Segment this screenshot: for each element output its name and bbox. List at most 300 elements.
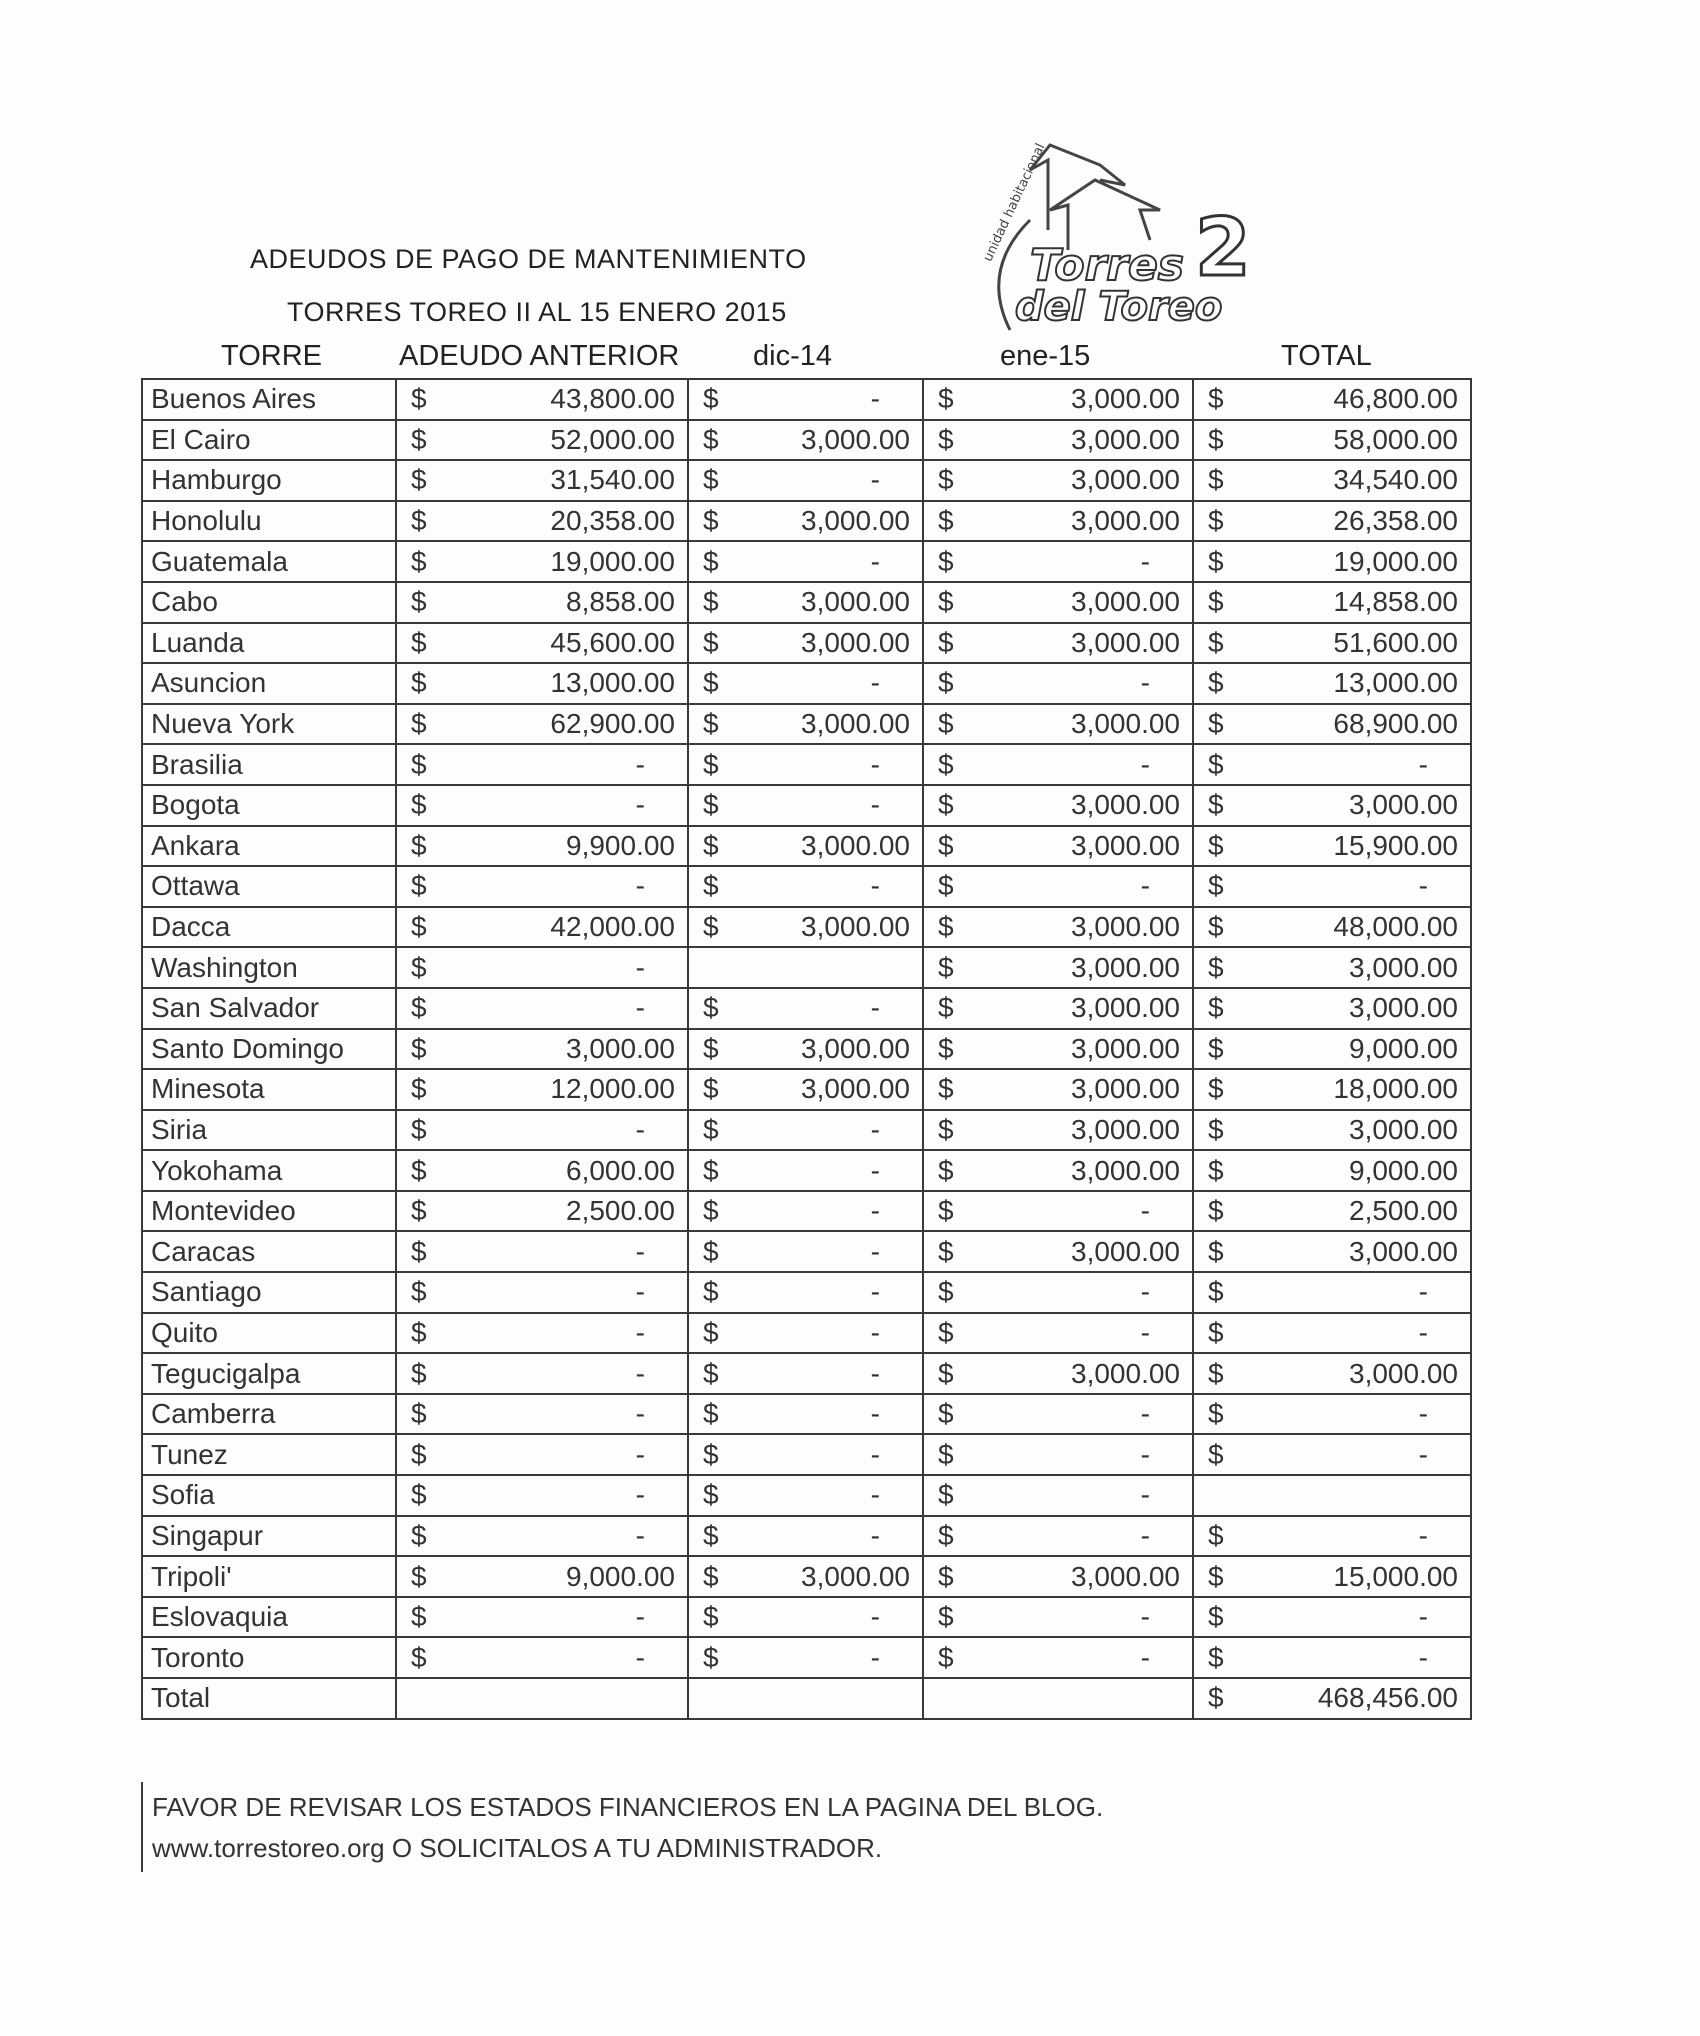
table-row bbox=[142, 379, 1471, 420]
amount-value: 19,000.00 bbox=[1333, 545, 1458, 577]
currency-symbol: $ bbox=[1208, 789, 1224, 821]
adeudo-anterior-cell bbox=[396, 1029, 688, 1070]
currency-symbol: $ bbox=[703, 1316, 719, 1348]
currency-symbol: $ bbox=[411, 1154, 427, 1186]
amount-value: 51,600.00 bbox=[1333, 626, 1458, 658]
dic-14-cell bbox=[688, 460, 923, 501]
currency-symbol: $ bbox=[938, 464, 954, 496]
adeudo-anterior-cell bbox=[396, 704, 688, 745]
amount-value: 3,000.00 bbox=[1071, 505, 1180, 537]
amount-value: - bbox=[635, 951, 645, 983]
table-row bbox=[142, 907, 1471, 948]
total-cell bbox=[1193, 826, 1471, 867]
amount-value: 18,000.00 bbox=[1333, 1073, 1458, 1105]
amount-value: - bbox=[1140, 1438, 1150, 1470]
amount-value: - bbox=[635, 1479, 645, 1511]
torre-name-cell: Montevideo bbox=[142, 1191, 396, 1232]
amount-value: - bbox=[1140, 1641, 1150, 1673]
table-row bbox=[142, 1597, 1471, 1638]
currency-symbol: $ bbox=[703, 626, 719, 658]
amount-value: - bbox=[1140, 1398, 1150, 1430]
ene-15-cell bbox=[923, 420, 1193, 461]
adeudo-anterior-cell bbox=[396, 501, 688, 542]
dic-14-cell bbox=[688, 663, 923, 704]
currency-symbol: $ bbox=[1208, 1195, 1224, 1227]
adeudo-anterior-cell bbox=[396, 1069, 688, 1110]
ene-15-cell bbox=[923, 1394, 1193, 1435]
amount-value: - bbox=[1140, 1195, 1150, 1227]
currency-symbol: $ bbox=[1208, 1682, 1224, 1714]
table-row bbox=[142, 1029, 1471, 1070]
ene-15-cell bbox=[923, 1231, 1193, 1272]
amount-value: - bbox=[870, 1113, 880, 1145]
ene-15-cell bbox=[923, 907, 1193, 948]
torres-del-toreo-logo-icon bbox=[950, 140, 1290, 340]
currency-symbol: $ bbox=[703, 1195, 719, 1227]
currency-symbol: $ bbox=[703, 1235, 719, 1267]
dic-14-cell bbox=[688, 785, 923, 826]
amount-value: - bbox=[870, 1235, 880, 1267]
currency-symbol: $ bbox=[411, 1398, 427, 1430]
currency-symbol: $ bbox=[411, 708, 427, 740]
currency-symbol: $ bbox=[1208, 667, 1224, 699]
table-row bbox=[142, 663, 1471, 704]
amount-value: - bbox=[635, 1519, 645, 1551]
amount-value: 8,858.00 bbox=[566, 586, 675, 618]
torre-name-cell: San Salvador bbox=[142, 988, 396, 1029]
currency-symbol: $ bbox=[938, 1560, 954, 1592]
ene-15-cell bbox=[923, 1556, 1193, 1597]
amount-value: 45,600.00 bbox=[550, 626, 675, 658]
currency-symbol: $ bbox=[703, 829, 719, 861]
ene-15-cell bbox=[923, 1475, 1193, 1516]
svg-text:unidad habitacional: unidad habitacional bbox=[980, 141, 1049, 265]
amount-value: 19,000.00 bbox=[550, 545, 675, 577]
amount-value: 3,000.00 bbox=[1349, 1113, 1458, 1145]
dic-14-cell bbox=[688, 1637, 923, 1678]
amount-value: 3,000.00 bbox=[1071, 789, 1180, 821]
amount-value: 62,900.00 bbox=[550, 708, 675, 740]
torre-name-cell: Buenos Aires bbox=[142, 379, 396, 420]
currency-symbol: $ bbox=[411, 1519, 427, 1551]
currency-symbol: $ bbox=[938, 1195, 954, 1227]
table-row bbox=[142, 1150, 1471, 1191]
dic-14-cell bbox=[688, 947, 923, 988]
adeudo-anterior-cell bbox=[396, 826, 688, 867]
ene-15-cell bbox=[923, 1597, 1193, 1638]
total-cell bbox=[1193, 704, 1471, 745]
table-row bbox=[142, 1516, 1471, 1557]
amount-value: - bbox=[870, 1398, 880, 1430]
amount-value: 3,000.00 bbox=[1071, 464, 1180, 496]
currency-symbol: $ bbox=[1208, 545, 1224, 577]
amount-value: - bbox=[1418, 1398, 1428, 1430]
amount-value: 58,000.00 bbox=[1333, 423, 1458, 455]
currency-symbol: $ bbox=[411, 464, 427, 496]
dic-14-cell bbox=[688, 501, 923, 542]
amount-value: - bbox=[635, 1357, 645, 1389]
ene-15-cell bbox=[923, 501, 1193, 542]
dic-14-cell bbox=[688, 704, 923, 745]
currency-symbol: $ bbox=[411, 1073, 427, 1105]
currency-symbol: $ bbox=[1208, 1113, 1224, 1145]
torre-name-cell: Minesota bbox=[142, 1069, 396, 1110]
currency-symbol: $ bbox=[1208, 586, 1224, 618]
torre-name-cell: Tunez bbox=[142, 1434, 396, 1475]
currency-symbol: $ bbox=[938, 667, 954, 699]
dic-14-cell bbox=[688, 866, 923, 907]
amount-value: - bbox=[635, 748, 645, 780]
amount-value: 46,800.00 bbox=[1333, 383, 1458, 415]
currency-symbol: $ bbox=[1208, 870, 1224, 902]
adeudo-anterior-cell bbox=[396, 663, 688, 704]
torre-name-cell: Dacca bbox=[142, 907, 396, 948]
debts-table bbox=[141, 378, 1472, 1720]
amount-value: - bbox=[635, 870, 645, 902]
amount-value: 3,000.00 bbox=[1071, 1357, 1180, 1389]
adeudo-anterior-cell bbox=[396, 1313, 688, 1354]
dic-14-cell bbox=[688, 623, 923, 664]
currency-symbol: $ bbox=[1208, 1438, 1224, 1470]
amount-value: - bbox=[870, 1154, 880, 1186]
currency-symbol: $ bbox=[703, 1276, 719, 1308]
total-cell bbox=[1193, 1272, 1471, 1313]
amount-value: 3,000.00 bbox=[1071, 1032, 1180, 1064]
amount-value: - bbox=[870, 748, 880, 780]
adeudo-anterior-cell bbox=[396, 1394, 688, 1435]
amount-value: 13,000.00 bbox=[1333, 667, 1458, 699]
torre-name-cell: Nueva York bbox=[142, 704, 396, 745]
header-total: TOTAL bbox=[1281, 340, 1372, 372]
empty-cell bbox=[688, 1678, 923, 1719]
currency-symbol: $ bbox=[938, 1601, 954, 1633]
amount-value: - bbox=[635, 1316, 645, 1348]
amount-value: 3,000.00 bbox=[1349, 992, 1458, 1024]
table-row bbox=[142, 1110, 1471, 1151]
amount-value: - bbox=[1140, 1601, 1150, 1633]
currency-symbol: $ bbox=[411, 1276, 427, 1308]
adeudo-anterior-cell bbox=[396, 1637, 688, 1678]
adeudo-anterior-cell bbox=[396, 420, 688, 461]
currency-symbol: $ bbox=[703, 911, 719, 943]
dic-14-cell bbox=[688, 988, 923, 1029]
ene-15-cell bbox=[923, 988, 1193, 1029]
currency-symbol: $ bbox=[1208, 992, 1224, 1024]
amount-value: - bbox=[1418, 1641, 1428, 1673]
ene-15-cell bbox=[923, 623, 1193, 664]
currency-symbol: $ bbox=[1208, 505, 1224, 537]
amount-value: 3,000.00 bbox=[1349, 1357, 1458, 1389]
torre-name-cell: El Cairo bbox=[142, 420, 396, 461]
amount-value: 42,000.00 bbox=[550, 911, 675, 943]
empty-cell bbox=[923, 1678, 1193, 1719]
header-dic-14: dic-14 bbox=[753, 340, 832, 372]
currency-symbol: $ bbox=[703, 708, 719, 740]
adeudo-anterior-cell bbox=[396, 947, 688, 988]
dic-14-cell bbox=[688, 1394, 923, 1435]
header-torre: TORRE bbox=[221, 340, 322, 372]
amount-value: - bbox=[1140, 667, 1150, 699]
footer-note: FAVOR DE REVISAR LOS ESTADOS FINANCIEROS EN LA PAGINA DEL BLOG. bbox=[152, 1792, 1104, 1822]
amount-value: - bbox=[870, 1601, 880, 1633]
currency-symbol: $ bbox=[1208, 1316, 1224, 1348]
currency-symbol: $ bbox=[411, 667, 427, 699]
ene-15-cell bbox=[923, 460, 1193, 501]
svg-text:2: 2 bbox=[1195, 201, 1251, 294]
amount-value: - bbox=[1418, 1601, 1428, 1633]
adeudo-anterior-cell bbox=[396, 1191, 688, 1232]
torre-name-cell: Sofia bbox=[142, 1475, 396, 1516]
ene-15-cell bbox=[923, 1069, 1193, 1110]
torre-name-cell: Ankara bbox=[142, 826, 396, 867]
currency-symbol: $ bbox=[703, 1073, 719, 1105]
torre-name-cell: Santo Domingo bbox=[142, 1029, 396, 1070]
currency-symbol: $ bbox=[703, 464, 719, 496]
currency-symbol: $ bbox=[411, 423, 427, 455]
currency-symbol: $ bbox=[938, 789, 954, 821]
dic-14-cell bbox=[688, 1029, 923, 1070]
amount-value: 31,540.00 bbox=[550, 464, 675, 496]
ene-15-cell bbox=[923, 704, 1193, 745]
dic-14-cell bbox=[688, 420, 923, 461]
table-row bbox=[142, 826, 1471, 867]
total-cell bbox=[1193, 1313, 1471, 1354]
torre-name-cell: Brasilia bbox=[142, 744, 396, 785]
table-row bbox=[142, 501, 1471, 542]
currency-symbol: $ bbox=[1208, 1560, 1224, 1592]
currency-symbol: $ bbox=[1208, 829, 1224, 861]
currency-symbol: $ bbox=[938, 951, 954, 983]
amount-value: 13,000.00 bbox=[550, 667, 675, 699]
table-row bbox=[142, 1272, 1471, 1313]
ene-15-cell bbox=[923, 1516, 1193, 1557]
amount-value: 3,000.00 bbox=[801, 1073, 910, 1105]
grand-total-value: 468,456.00 bbox=[1317, 1682, 1458, 1714]
adeudo-anterior-cell bbox=[396, 1597, 688, 1638]
amount-value: - bbox=[870, 1479, 880, 1511]
amount-value: 3,000.00 bbox=[1071, 1073, 1180, 1105]
empty-cell bbox=[396, 1678, 688, 1719]
amount-value: - bbox=[635, 1601, 645, 1633]
currency-symbol: $ bbox=[703, 1154, 719, 1186]
ene-15-cell bbox=[923, 1150, 1193, 1191]
table-row bbox=[142, 988, 1471, 1029]
adeudo-anterior-cell bbox=[396, 1434, 688, 1475]
adeudo-anterior-cell bbox=[396, 623, 688, 664]
footer-website-note: www.torrestoreo.org O SOLICITALOS A TU ADMINISTRADOR. bbox=[152, 1833, 883, 1863]
currency-symbol: $ bbox=[411, 789, 427, 821]
currency-symbol: $ bbox=[938, 626, 954, 658]
table-row bbox=[142, 1069, 1471, 1110]
currency-symbol: $ bbox=[938, 1641, 954, 1673]
amount-value: 3,000.00 bbox=[1071, 586, 1180, 618]
currency-symbol: $ bbox=[1208, 1276, 1224, 1308]
currency-symbol: $ bbox=[938, 1519, 954, 1551]
amount-value: 3,000.00 bbox=[801, 911, 910, 943]
amount-value: 9,900.00 bbox=[566, 829, 675, 861]
currency-symbol: $ bbox=[938, 1316, 954, 1348]
amount-value: - bbox=[870, 1316, 880, 1348]
ene-15-cell bbox=[923, 1353, 1193, 1394]
total-cell bbox=[1193, 907, 1471, 948]
currency-symbol: $ bbox=[411, 505, 427, 537]
currency-symbol: $ bbox=[411, 1601, 427, 1633]
ene-15-cell bbox=[923, 379, 1193, 420]
amount-value: - bbox=[870, 992, 880, 1024]
total-cell bbox=[1193, 1191, 1471, 1232]
currency-symbol: $ bbox=[938, 1073, 954, 1105]
svg-text:del Toreo: del Toreo bbox=[1015, 284, 1223, 330]
adeudo-anterior-cell bbox=[396, 744, 688, 785]
amount-value: - bbox=[870, 1276, 880, 1308]
currency-symbol: $ bbox=[703, 383, 719, 415]
currency-symbol: $ bbox=[938, 829, 954, 861]
currency-symbol: $ bbox=[703, 586, 719, 618]
torre-name-cell: Siria bbox=[142, 1110, 396, 1151]
amount-value: 15,900.00 bbox=[1333, 829, 1458, 861]
amount-value: - bbox=[1418, 748, 1428, 780]
adeudo-anterior-cell bbox=[396, 1110, 688, 1151]
currency-symbol: $ bbox=[1208, 383, 1224, 415]
currency-symbol: $ bbox=[938, 911, 954, 943]
dic-14-cell bbox=[688, 379, 923, 420]
currency-symbol: $ bbox=[703, 992, 719, 1024]
currency-symbol: $ bbox=[1208, 1601, 1224, 1633]
amount-value: 3,000.00 bbox=[1349, 789, 1458, 821]
currency-symbol: $ bbox=[938, 1398, 954, 1430]
currency-symbol: $ bbox=[1208, 1519, 1224, 1551]
amount-value: - bbox=[870, 1519, 880, 1551]
table-row bbox=[142, 1394, 1471, 1435]
currency-symbol: $ bbox=[1208, 1235, 1224, 1267]
torre-name-cell: Ottawa bbox=[142, 866, 396, 907]
amount-value: 3,000.00 bbox=[801, 708, 910, 740]
amount-value: - bbox=[870, 1438, 880, 1470]
torre-name-cell: Cabo bbox=[142, 582, 396, 623]
amount-value: 3,000.00 bbox=[1071, 708, 1180, 740]
currency-symbol: $ bbox=[938, 1479, 954, 1511]
amount-value: 3,000.00 bbox=[801, 1032, 910, 1064]
amount-value: 3,000.00 bbox=[1349, 951, 1458, 983]
amount-value: - bbox=[870, 667, 880, 699]
amount-value: - bbox=[870, 1357, 880, 1389]
currency-symbol: $ bbox=[1208, 708, 1224, 740]
amount-value: - bbox=[1140, 748, 1150, 780]
currency-symbol: $ bbox=[411, 951, 427, 983]
table-row bbox=[142, 420, 1471, 461]
amount-value: 3,000.00 bbox=[1071, 1560, 1180, 1592]
amount-value: - bbox=[635, 1276, 645, 1308]
amount-value: 3,000.00 bbox=[801, 505, 910, 537]
document-subtitle: TORRES TOREO II AL 15 ENERO 2015 bbox=[287, 297, 787, 327]
total-cell bbox=[1193, 1637, 1471, 1678]
amount-value: - bbox=[635, 1235, 645, 1267]
currency-symbol: $ bbox=[938, 1276, 954, 1308]
currency-symbol: $ bbox=[938, 748, 954, 780]
currency-symbol: $ bbox=[703, 748, 719, 780]
adeudo-anterior-cell bbox=[396, 582, 688, 623]
total-cell bbox=[1193, 1475, 1471, 1516]
amount-value: - bbox=[870, 1195, 880, 1227]
total-cell bbox=[1193, 1516, 1471, 1557]
total-cell bbox=[1193, 866, 1471, 907]
table-row bbox=[142, 1231, 1471, 1272]
amount-value: - bbox=[870, 870, 880, 902]
currency-symbol: $ bbox=[703, 1032, 719, 1064]
adeudo-anterior-cell bbox=[396, 1231, 688, 1272]
currency-symbol: $ bbox=[938, 1235, 954, 1267]
total-cell bbox=[1193, 1069, 1471, 1110]
total-cell bbox=[1193, 1353, 1471, 1394]
torre-name-cell: Bogota bbox=[142, 785, 396, 826]
currency-symbol: $ bbox=[411, 1195, 427, 1227]
dic-14-cell bbox=[688, 1069, 923, 1110]
amount-value: 14,858.00 bbox=[1333, 586, 1458, 618]
ene-15-cell bbox=[923, 1313, 1193, 1354]
torre-name-cell: Hamburgo bbox=[142, 460, 396, 501]
table-row bbox=[142, 1313, 1471, 1354]
total-cell bbox=[1193, 947, 1471, 988]
amount-value: 3,000.00 bbox=[801, 626, 910, 658]
adeudo-anterior-cell bbox=[396, 460, 688, 501]
currency-symbol: $ bbox=[938, 708, 954, 740]
ene-15-cell bbox=[923, 744, 1193, 785]
currency-symbol: $ bbox=[411, 1235, 427, 1267]
table-row bbox=[142, 582, 1471, 623]
currency-symbol: $ bbox=[938, 545, 954, 577]
torre-name-cell: Tegucigalpa bbox=[142, 1353, 396, 1394]
torre-name-cell: Tripoli' bbox=[142, 1556, 396, 1597]
currency-symbol: $ bbox=[1208, 1154, 1224, 1186]
currency-symbol: $ bbox=[703, 1113, 719, 1145]
amount-value: - bbox=[1418, 1276, 1428, 1308]
dic-14-cell bbox=[688, 1272, 923, 1313]
currency-symbol: $ bbox=[411, 1357, 427, 1389]
dic-14-cell bbox=[688, 1556, 923, 1597]
dic-14-cell bbox=[688, 907, 923, 948]
amount-value: - bbox=[635, 1398, 645, 1430]
amount-value: 43,800.00 bbox=[550, 383, 675, 415]
total-label: Total bbox=[142, 1678, 396, 1719]
currency-symbol: $ bbox=[411, 1479, 427, 1511]
currency-symbol: $ bbox=[703, 1560, 719, 1592]
amount-value: - bbox=[635, 1438, 645, 1470]
amount-value: - bbox=[635, 992, 645, 1024]
amount-value: 26,358.00 bbox=[1333, 505, 1458, 537]
currency-symbol: $ bbox=[1208, 1357, 1224, 1389]
amount-value: 20,358.00 bbox=[550, 505, 675, 537]
total-cell bbox=[1193, 1029, 1471, 1070]
dic-14-cell bbox=[688, 826, 923, 867]
adeudo-anterior-cell bbox=[396, 1353, 688, 1394]
currency-symbol: $ bbox=[411, 545, 427, 577]
currency-symbol: $ bbox=[411, 870, 427, 902]
table-row bbox=[142, 460, 1471, 501]
amount-value: 52,000.00 bbox=[550, 423, 675, 455]
table-row bbox=[142, 866, 1471, 907]
currency-symbol: $ bbox=[411, 1113, 427, 1145]
adeudo-anterior-cell bbox=[396, 1556, 688, 1597]
currency-symbol: $ bbox=[703, 1398, 719, 1430]
total-cell bbox=[1193, 744, 1471, 785]
amount-value: 3,000.00 bbox=[566, 1032, 675, 1064]
total-cell bbox=[1193, 582, 1471, 623]
adeudo-anterior-cell bbox=[396, 1272, 688, 1313]
ene-15-cell bbox=[923, 1434, 1193, 1475]
currency-symbol: $ bbox=[703, 789, 719, 821]
adeudo-anterior-cell bbox=[396, 379, 688, 420]
table-row bbox=[142, 1353, 1471, 1394]
